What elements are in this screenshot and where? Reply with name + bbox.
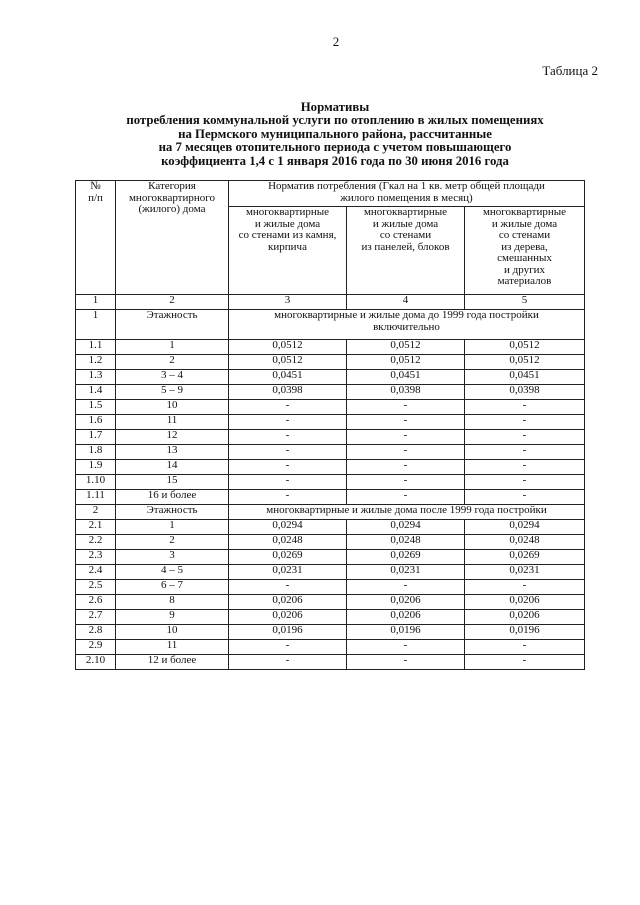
cell-wood: - [465, 460, 585, 475]
table-row [76, 640, 585, 655]
column-number-row [76, 295, 585, 310]
cell-wood: - [465, 475, 585, 490]
table-row [76, 520, 585, 535]
row-num: 2.8 [76, 625, 116, 640]
row-num: 1.10 [76, 475, 116, 490]
cell-panel: 0,0231 [347, 565, 465, 580]
table-row [76, 370, 585, 385]
cell-panel: - [347, 400, 465, 415]
row-num: 2.2 [76, 535, 116, 550]
cell-panel: - [347, 490, 465, 505]
cell-stone: - [229, 490, 347, 505]
cell-stone: 0,0206 [229, 595, 347, 610]
cell-wood: 0,0398 [465, 385, 585, 400]
cell-panel: - [347, 580, 465, 595]
row-category: 11 [116, 640, 229, 655]
subheader-wood: многоквартирные и жилые дома со стенами из дерева, смешанных и других материалов [465, 207, 585, 295]
title-line: Нормативы [300, 100, 370, 114]
cell-wood: 0,0206 [465, 610, 585, 625]
cell-stone: 0,0196 [229, 625, 347, 640]
cell-wood: 0,0512 [465, 340, 585, 355]
cell-wood: - [465, 490, 585, 505]
row-num: 2.4 [76, 565, 116, 580]
cell-panel: - [347, 640, 465, 655]
section-num: 1 [76, 310, 116, 340]
cell-wood: - [465, 445, 585, 460]
title-line: на 7 месяцев отопительного периода с учетом повышающего [158, 140, 512, 155]
subheader-panel: многоквартирные и жилые дома со стенами из панелей, блоков [347, 207, 465, 295]
cell-panel: - [347, 430, 465, 445]
row-category: 10 [116, 625, 229, 640]
cell-wood: 0,0451 [465, 370, 585, 385]
section-num: 2 [76, 505, 116, 520]
cell-stone: - [229, 460, 347, 475]
table-row [76, 415, 585, 430]
cell-stone: 0,0294 [229, 520, 347, 535]
table-row [76, 655, 585, 670]
cell-wood: 0,0206 [465, 595, 585, 610]
title-line: коэффициента 1,4 с 1 января 2016 года по 30 июня 2016 года [161, 153, 509, 168]
cell-wood: - [465, 430, 585, 445]
cell-wood: 0,0231 [465, 565, 585, 580]
row-num: 1.9 [76, 460, 116, 475]
section-row [76, 505, 585, 520]
row-category: 9 [116, 610, 229, 625]
row-num: 1.4 [76, 385, 116, 400]
cell-stone: - [229, 475, 347, 490]
section-category: Этажность [116, 310, 229, 340]
row-num: 2.3 [76, 550, 116, 565]
cell-panel: 0,0248 [347, 535, 465, 550]
cell-wood: 0,0269 [465, 550, 585, 565]
table-row [76, 610, 585, 625]
row-num: 1.1 [76, 340, 116, 355]
cell-wood: - [465, 415, 585, 430]
row-category: 12 [116, 430, 229, 445]
cell-stone: - [229, 655, 347, 670]
column-number: 4 [347, 295, 465, 310]
cell-panel: 0,0512 [347, 355, 465, 370]
title-line: на Пермского муниципального района, рассчитанные [178, 126, 492, 141]
cell-stone: - [229, 580, 347, 595]
row-category: 16 и более [116, 490, 229, 505]
table-row [76, 460, 585, 475]
row-num: 1.2 [76, 355, 116, 370]
row-num: 1.11 [76, 490, 116, 505]
page-number: 2 [332, 34, 340, 49]
cell-stone: 0,0512 [229, 340, 347, 355]
row-num: 2.9 [76, 640, 116, 655]
cell-stone: 0,0451 [229, 370, 347, 385]
document-title [60, 101, 610, 168]
cell-stone: - [229, 430, 347, 445]
row-num: 1.8 [76, 445, 116, 460]
row-category: 15 [116, 475, 229, 490]
row-category: 8 [116, 595, 229, 610]
cell-wood: 0,0248 [465, 535, 585, 550]
section-row [76, 310, 585, 340]
table-row [76, 535, 585, 550]
cell-wood: - [465, 655, 585, 670]
row-num: 2.10 [76, 655, 116, 670]
cell-panel: - [347, 445, 465, 460]
table-row [76, 445, 585, 460]
cell-stone: - [229, 445, 347, 460]
section-description: многоквартирные и жилые дома до 1999 года постройки включительно [229, 310, 585, 340]
table-label: Таблица 2 [542, 63, 598, 78]
cell-wood: 0,0294 [465, 520, 585, 535]
table-row [76, 355, 585, 370]
row-category: 11 [116, 415, 229, 430]
row-category: 3 – 4 [116, 370, 229, 385]
cell-panel: 0,0206 [347, 610, 465, 625]
table-row [76, 565, 585, 580]
cell-stone: 0,0512 [229, 355, 347, 370]
row-category: 13 [116, 445, 229, 460]
table-row [76, 385, 585, 400]
cell-stone: 0,0206 [229, 610, 347, 625]
row-num: 1.7 [76, 430, 116, 445]
table-row [76, 580, 585, 595]
cell-stone: 0,0398 [229, 385, 347, 400]
cell-panel: - [347, 655, 465, 670]
row-category: 12 и более [116, 655, 229, 670]
table-row [76, 490, 585, 505]
cell-panel: 0,0269 [347, 550, 465, 565]
table-row [76, 595, 585, 610]
cell-stone: - [229, 415, 347, 430]
cell-panel: 0,0451 [347, 370, 465, 385]
row-num: 1.5 [76, 400, 116, 415]
row-category: 3 [116, 550, 229, 565]
row-category: 4 – 5 [116, 565, 229, 580]
cell-wood: 0,0196 [465, 625, 585, 640]
cell-wood: - [465, 640, 585, 655]
cell-stone: 0,0269 [229, 550, 347, 565]
title-line: потребления коммунальной услуги по отоплению в жилых помещениях [126, 113, 544, 128]
row-num: 1.3 [76, 370, 116, 385]
table-row [76, 625, 585, 640]
header-row [76, 181, 585, 207]
cell-wood: - [465, 580, 585, 595]
row-category: 2 [116, 535, 229, 550]
cell-panel: 0,0294 [347, 520, 465, 535]
cell-panel: - [347, 460, 465, 475]
subheader-stone: многоквартирные и жилые дома со стенами из камня, кирпича [229, 207, 347, 295]
row-category: 10 [116, 400, 229, 415]
cell-stone: - [229, 400, 347, 415]
row-num: 2.6 [76, 595, 116, 610]
table-row [76, 550, 585, 565]
cell-stone: 0,0231 [229, 565, 347, 580]
row-num: 2.5 [76, 580, 116, 595]
row-category: 1 [116, 520, 229, 535]
cell-panel: 0,0196 [347, 625, 465, 640]
header-category: Категория многоквартирного (жилого) дома [116, 181, 229, 295]
table-row [76, 430, 585, 445]
cell-panel: 0,0512 [347, 340, 465, 355]
header-norm: Норматив потребления (Гкал на 1 кв. метр общей площади жилого помещения в месяц) [229, 181, 585, 207]
cell-panel: 0,0206 [347, 595, 465, 610]
norms-table [75, 180, 585, 670]
row-num: 2.1 [76, 520, 116, 535]
row-category: 5 – 9 [116, 385, 229, 400]
table-row [76, 400, 585, 415]
table-row [76, 475, 585, 490]
cell-panel: - [347, 475, 465, 490]
header-num: № п/п [76, 181, 116, 295]
column-number: 2 [116, 295, 229, 310]
section-description: многоквартирные и жилые дома после 1999 года постройки [229, 505, 585, 520]
row-category: 2 [116, 355, 229, 370]
row-category: 6 – 7 [116, 580, 229, 595]
column-number: 1 [76, 295, 116, 310]
cell-stone: - [229, 640, 347, 655]
cell-panel: 0,0398 [347, 385, 465, 400]
row-category: 1 [116, 340, 229, 355]
column-number: 5 [465, 295, 585, 310]
cell-wood: - [465, 400, 585, 415]
column-number: 3 [229, 295, 347, 310]
row-num: 2.7 [76, 610, 116, 625]
cell-stone: 0,0248 [229, 535, 347, 550]
cell-wood: 0,0512 [465, 355, 585, 370]
section-category: Этажность [116, 505, 229, 520]
table-row [76, 340, 585, 355]
row-num: 1.6 [76, 415, 116, 430]
cell-panel: - [347, 415, 465, 430]
row-category: 14 [116, 460, 229, 475]
